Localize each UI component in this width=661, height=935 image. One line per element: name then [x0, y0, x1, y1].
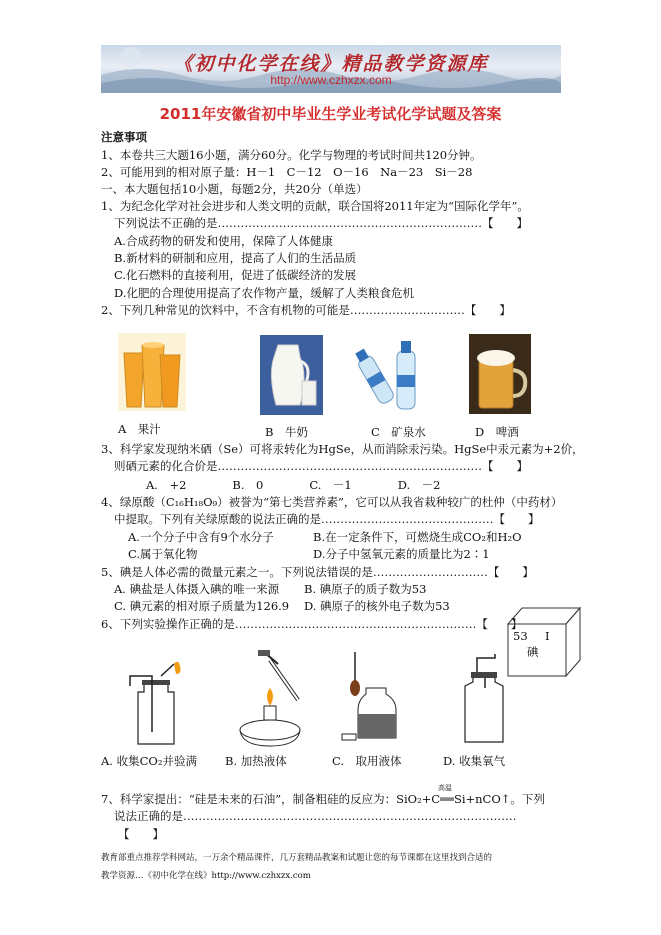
q2-option-d: D 啤酒: [475, 425, 519, 439]
q1-stem-line1: 1、为纪念化学对社会进步和人类文明的贡献，联合国将2011年定为“国际化学年”。: [101, 199, 529, 213]
banner-url[interactable]: http://www.czhxzx.com: [270, 73, 392, 87]
q3-stem-line1: 3、科学家发现纳米硒（Se）可将汞转化为HgSe，从而消除汞污染。HgSe中汞元素为+2价，: [101, 442, 584, 456]
q1-option-b: B.新材料的研制和应用，提高了人们的生活品质: [114, 251, 357, 265]
q6-option-c: C. 取用液体: [332, 754, 402, 768]
q7-answer-bracket: 【 】: [118, 827, 164, 841]
banner-title: 《初中化学在线》精品教学资源库: [173, 53, 489, 75]
q2-option-a: A 果汁: [118, 422, 161, 436]
element-atomic-number: 53: [513, 629, 528, 643]
header-banner: [101, 45, 561, 93]
section-1-heading: 一、本大题包括10小题，每题2分，共20分（单选）: [101, 182, 368, 196]
page-title: 2011年安徽省初中毕业生学业考试化学试题及答案: [159, 105, 502, 123]
milk-image: [260, 335, 323, 415]
q4-stem-line2: 中提取。下列有关绿原酸的说法正确的是………………………………………【 】: [114, 512, 540, 526]
q4-option-b: B.在一定条件下，可燃烧生成CO₂和H₂O: [313, 530, 522, 544]
q6-option-d: D. 收集氧气: [443, 754, 506, 768]
q2-option-c: C 矿泉水: [371, 425, 426, 439]
q5-option-c: C. 碘元素的相对原子质量为126.9: [114, 599, 290, 613]
q6-option-a: A. 收集CO₂并验满: [101, 754, 197, 768]
q5-option-a: A. 碘盐是人体摄入碘的唯一来源: [114, 582, 280, 596]
juice-image: [118, 333, 186, 411]
apparatus-b-heat-liquid: [228, 650, 310, 750]
mineral-water-image: [353, 333, 425, 413]
q4-option-c: C.属于氧化物: [128, 547, 198, 561]
q5-stem: 5、碘是人体必需的微量元素之一。下列说法错误的是…………………………【 】: [101, 565, 534, 579]
q1-option-d: D.化肥的合理使用提高了农作物产量，缓解了人类粮食危机: [114, 286, 414, 300]
footer-line-2[interactable]: 教学资源…《初中化学在线》http://www.czhxzx.com: [101, 871, 311, 881]
q5-option-b: B. 碘原子的质子数为53: [304, 582, 427, 596]
q1-option-a: A.合成药物的研发和使用，保障了人体健康: [114, 234, 333, 248]
notes-item-2: 2、可能用到的相对原子量：H－1 C－12 O－16 Na－23 Si－28: [101, 165, 473, 179]
q1-stem-line2: 下列说法不正确的是……………………………………………………………【 】: [114, 216, 528, 230]
q7-stem-line2: 说法正确的是……………………………………………………………………………: [114, 809, 517, 823]
q2-option-b: B 牛奶: [265, 425, 308, 439]
q7-reaction-condition: 高温: [438, 784, 452, 792]
q4-option-a: A.一个分子中含有9个水分子: [128, 530, 274, 544]
footer-line-1: 教育部重点推荐学科网站，一万余个精品课件，几万套精品教案和试题让您的每节课都在这里找到合适的: [101, 853, 493, 863]
q1-option-c: C.化石燃料的直接利用，促进了低碳经济的发展: [114, 268, 357, 282]
notes-heading: 注意事项: [101, 130, 147, 144]
notes-item-1: 1、本卷共三大题16小题，满分60分。化学与物理的考试时间共120分钟。: [101, 148, 482, 162]
q3-stem-line2: 则硒元素的化合价是……………………………………………………………【 】: [114, 459, 528, 473]
element-name: 碘: [527, 645, 539, 659]
apparatus-a-collect-co2: [128, 662, 190, 748]
q7-stem-line1: 7、科学家提出：“硅是未来的石油”，制备粗硅的反应为：SiO₂+C══Si+nCO↑。下列: [101, 792, 545, 806]
beer-image: [469, 334, 531, 414]
q6-stem: 6、下列实验操作正确的是………………………………………………………【 】: [101, 617, 523, 631]
apparatus-d-collect-oxygen: [455, 654, 513, 746]
q6-option-b: B. 加热液体: [225, 754, 287, 768]
q4-stem-line1: 4、绿原酸（C₁₆H₁₈O₉）被誉为“第七类营养素”，它可以从我省栽种较广的杜仲（中药材）: [101, 495, 563, 509]
q2-stem: 2、下列几种常见的饮料中，不含有机物的可能是…………………………【 】: [101, 303, 511, 317]
apparatus-c-take-liquid: [340, 650, 402, 742]
q4-option-d: D.分子中氢氧元素的质量比为2∶1: [313, 547, 490, 561]
q3-options: A. +2 B. 0 C. －1 D. －2: [146, 478, 441, 492]
q5-option-d: D. 碘原子的核外电子数为53: [304, 599, 450, 613]
element-symbol: I: [545, 629, 550, 643]
